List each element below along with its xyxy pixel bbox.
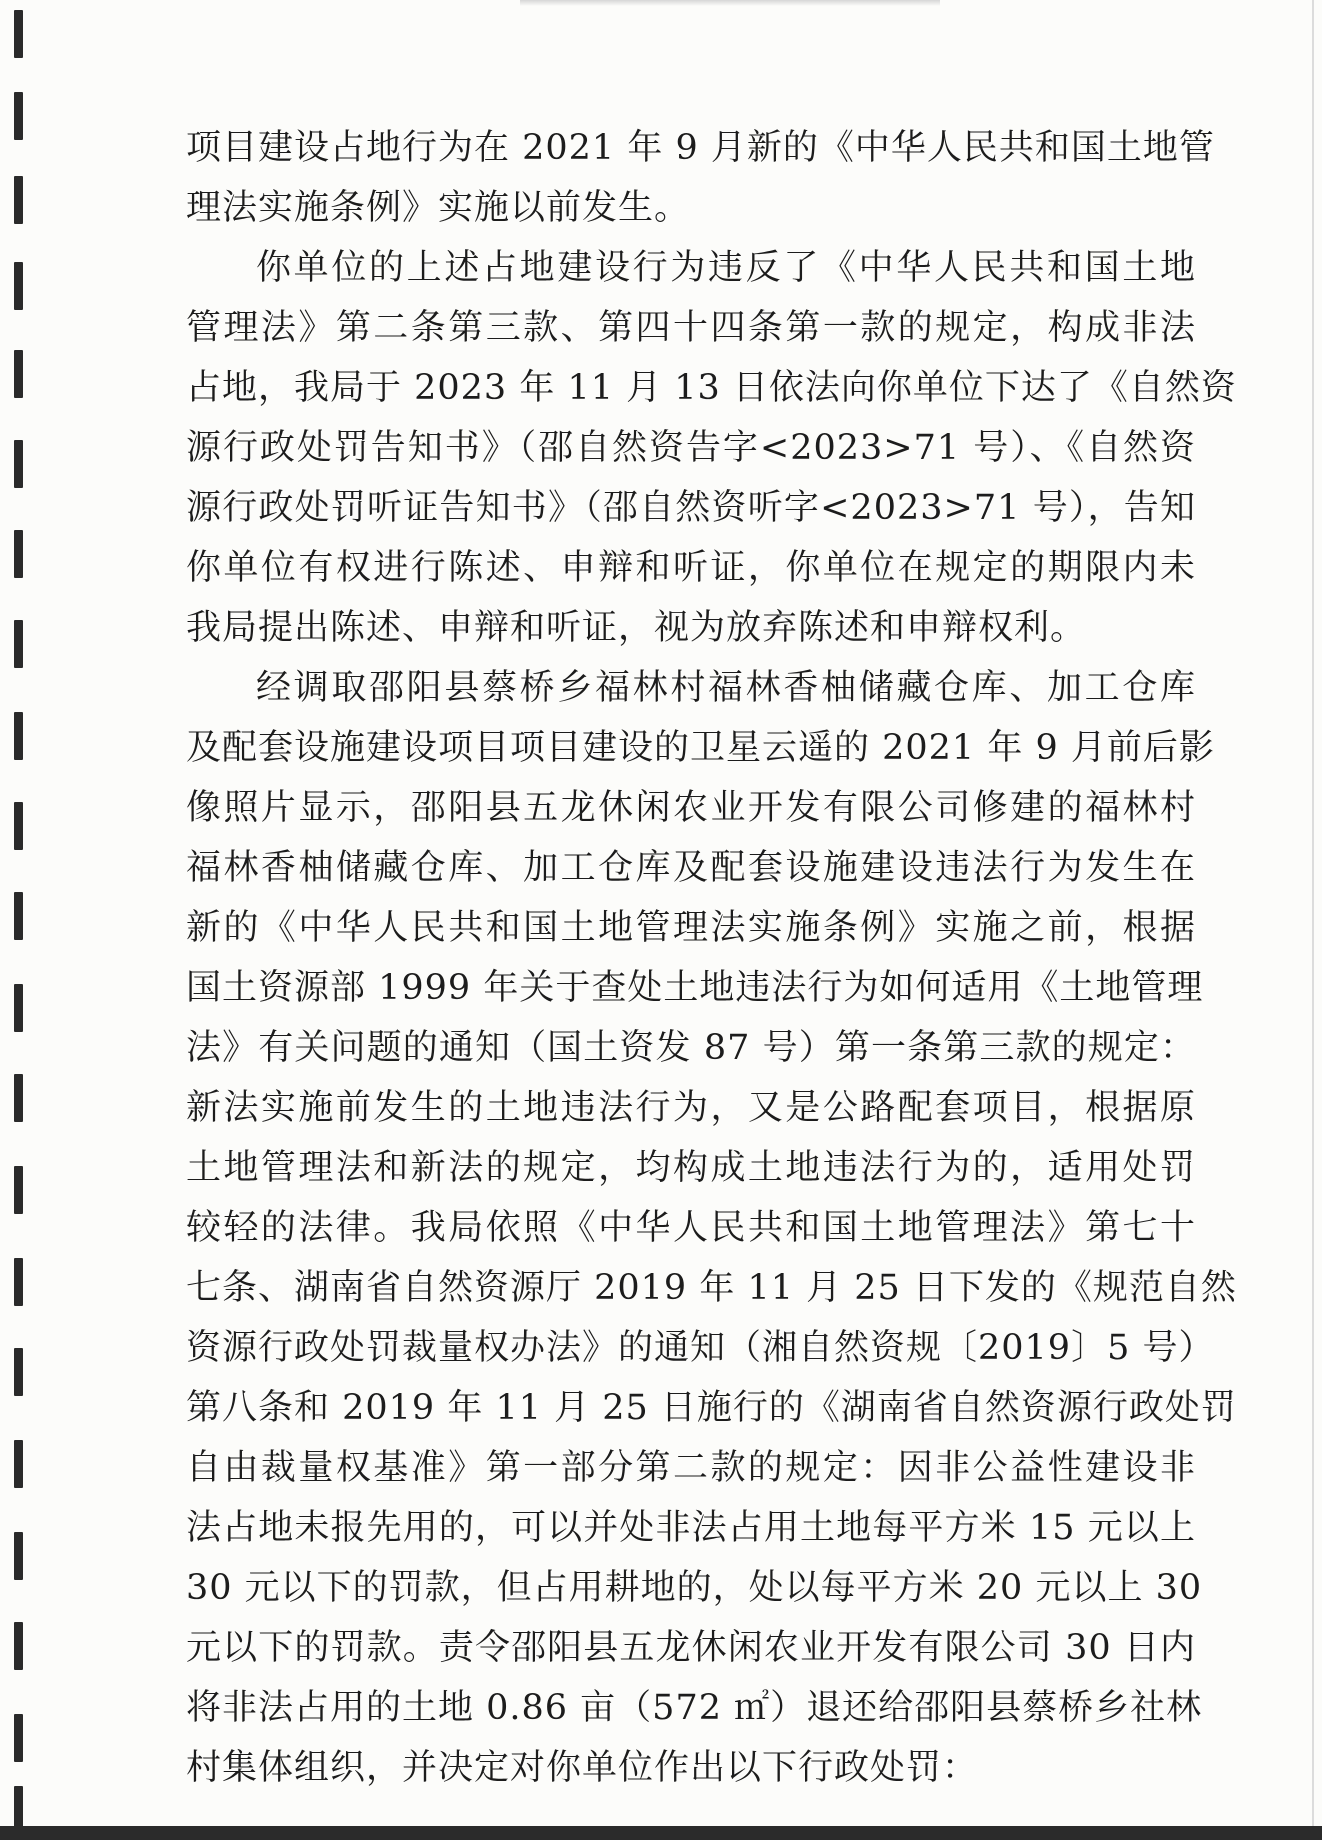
text-line: 新的《中华人民共和国土地管理法实施条例》实施之前，根据	[186, 908, 1196, 948]
text-line: 法占地未报先用的，可以并处非法占用土地每平方米 15 元以上	[186, 1508, 1196, 1548]
text-line: 自由裁量权基准》第一部分第二款的规定：因非公益性建设非	[186, 1448, 1196, 1488]
text-line: 源行政处罚告知书》（邵自然资告字<2023>71 号）、《自然资	[186, 428, 1196, 468]
text-line: 村集体组织，并决定对你单位作出以下行政处罚：	[186, 1748, 979, 1788]
text-line: 及配套设施建设项目项目建设的卫星云遥的 2021 年 9 月前后影	[186, 728, 1215, 768]
text-line: 像照片显示，邵阳县五龙休闲农业开发有限公司修建的福林村	[186, 788, 1196, 828]
scan-artifact	[520, 0, 940, 6]
text-line: 你单位有权进行陈述、申辩和听证，你单位在规定的期限内未	[186, 548, 1196, 588]
text-line: 将非法占用的土地 0.86 亩（572 ㎡）退还给邵阳县蔡桥乡社林	[186, 1688, 1203, 1728]
scan-bottom-edge	[0, 1826, 1322, 1840]
text-line: 法》有关问题的通知（国土资发 87 号）第一条第三款的规定：	[186, 1028, 1196, 1068]
text-line: 源行政处罚听证告知书》（邵自然资听字<2023>71 号），告知	[186, 488, 1196, 528]
binding-mark	[14, 440, 23, 488]
text-line: 土地管理法和新法的规定，均构成土地违法行为的，适用处罚	[186, 1148, 1196, 1188]
binding-mark	[14, 262, 23, 310]
document-body	[186, 118, 1237, 1798]
text-line: 新法实施前发生的土地违法行为，又是公路配套项目，根据原	[186, 1088, 1196, 1128]
binding-mark	[14, 1348, 23, 1396]
binding-mark	[14, 802, 23, 850]
binding-mark	[14, 1622, 23, 1670]
binding-mark	[14, 712, 23, 760]
text-line: 较轻的法律。我局依照《中华人民共和国土地管理法》第七十	[186, 1208, 1196, 1248]
binding-mark	[14, 92, 23, 140]
text-line: 我局提出陈述、申辩和听证，视为放弃陈述和申辩权利。	[186, 608, 1087, 648]
binding-mark	[14, 1166, 23, 1214]
binding-mark	[14, 984, 23, 1032]
binding-mark	[14, 530, 23, 578]
paragraph-first-line: 你单位的上述占地建设行为违反了《中华人民共和国土地	[256, 248, 1196, 288]
text-line: 元以下的罚款。责令邵阳县五龙休闲农业开发有限公司 30 日内	[186, 1628, 1196, 1668]
paragraph-first-line: 经调取邵阳县蔡桥乡福林村福林香柚储藏仓库、加工仓库	[256, 668, 1196, 708]
text-line: 30 元以下的罚款，但占用耕地的，处以每平方米 20 元以上 30	[186, 1568, 1203, 1608]
text-line: 占地，我局于 2023 年 11 月 13 日依法向你单位下达了《自然资	[186, 368, 1237, 408]
binding-mark	[14, 1258, 23, 1306]
binding-mark	[14, 892, 23, 940]
text-line: 理法实施条例》实施以前发生。	[186, 188, 691, 228]
binding-mark	[14, 620, 23, 668]
binding-mark	[14, 350, 23, 398]
binding-mark	[14, 1532, 23, 1580]
page-edge	[1312, 0, 1314, 1840]
text-line: 管理法》第二条第三款、第四十四条第一款的规定，构成非法	[186, 308, 1196, 348]
binding-mark	[14, 176, 23, 224]
text-line: 国土资源部 1999 年关于查处土地违法行为如何适用《土地管理	[186, 968, 1204, 1008]
binding-mark	[14, 1074, 23, 1122]
binding-mark	[14, 10, 23, 58]
text-line: 第八条和 2019 年 11 月 25 日施行的《湖南省自然资源行政处罚	[186, 1388, 1237, 1428]
text-line: 福林香柚储藏仓库、加工仓库及配套设施建设违法行为发生在	[186, 848, 1196, 888]
binding-mark	[14, 1714, 23, 1762]
text-line: 七条、湖南省自然资源厅 2019 年 11 月 25 日下发的《规范自然	[186, 1268, 1237, 1308]
binding-mark	[14, 1440, 23, 1488]
binding-strip	[0, 0, 40, 1840]
text-line: 项目建设占地行为在 2021 年 9 月新的《中华人民共和国土地管	[186, 128, 1215, 168]
text-line: 资源行政处罚裁量权办法》的通知（湘自然资规〔2019〕5 号）	[186, 1328, 1215, 1368]
